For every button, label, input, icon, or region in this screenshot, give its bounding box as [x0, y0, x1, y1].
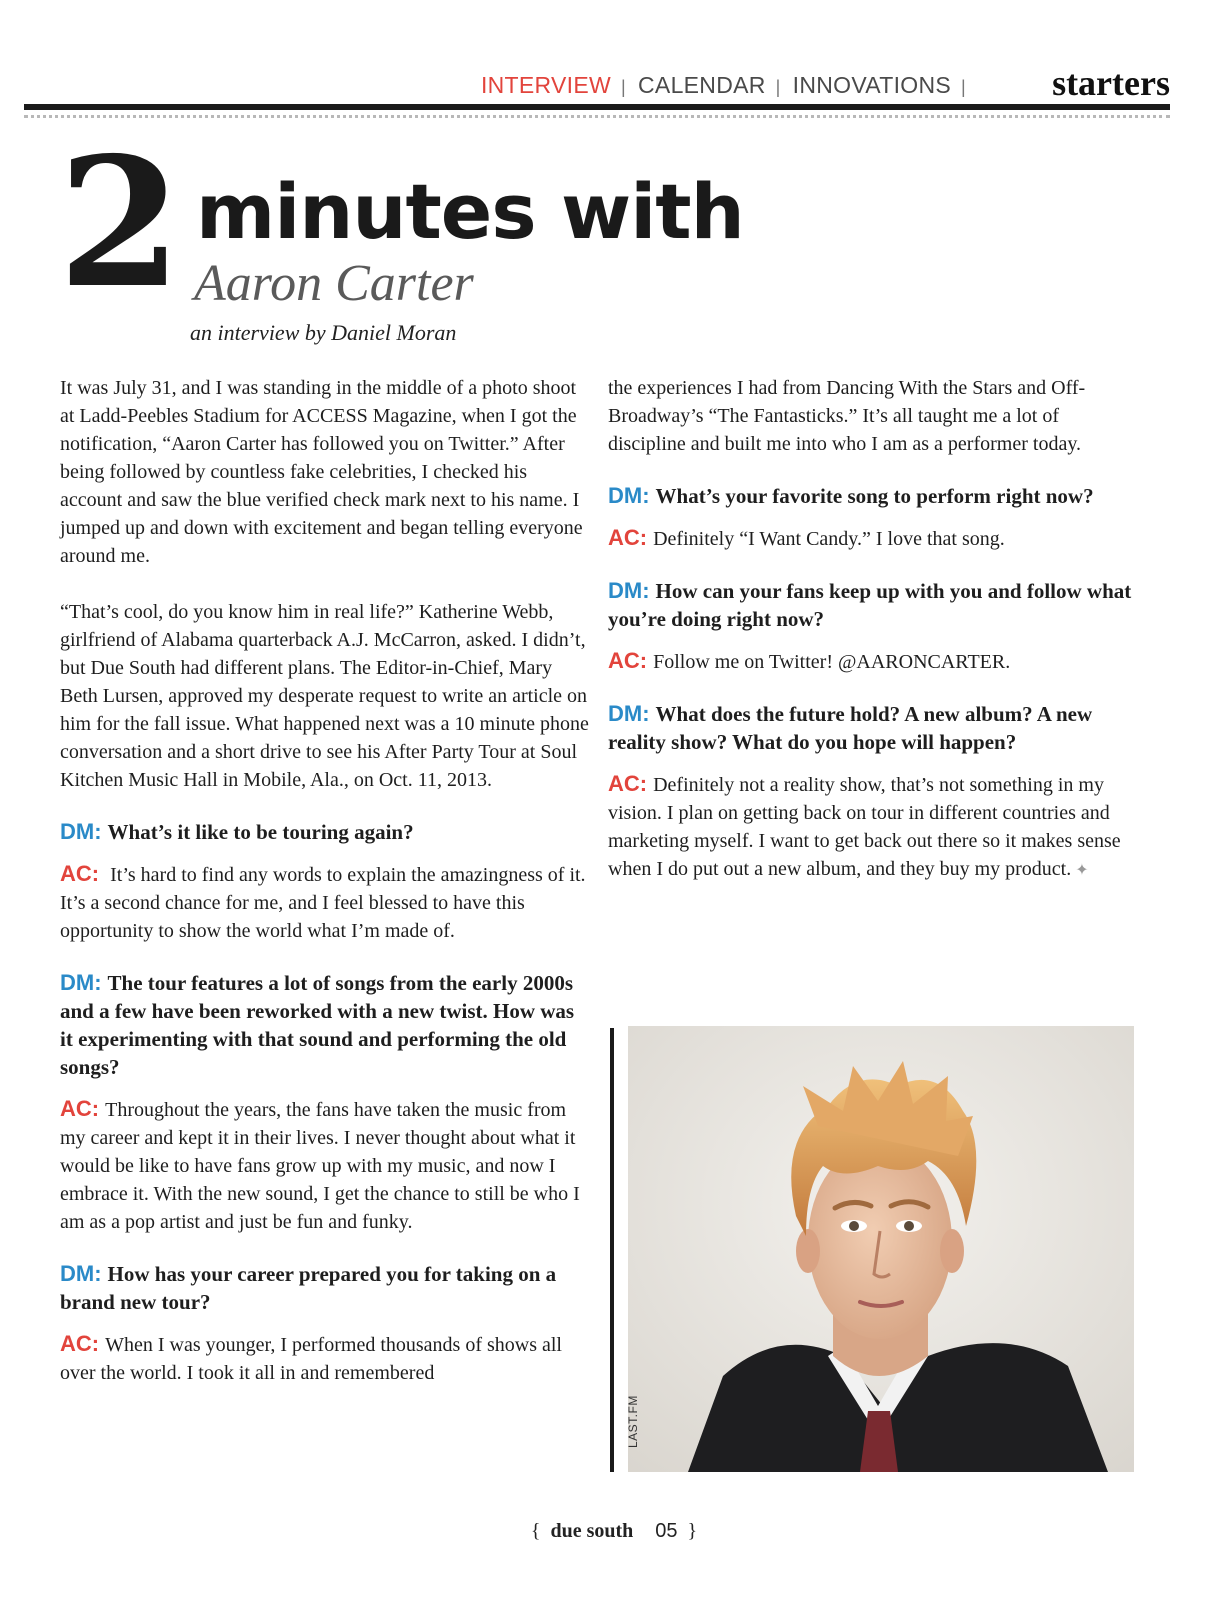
- publication-name: due south: [550, 1520, 634, 1542]
- speaker-dm: DM:: [608, 483, 650, 508]
- nav-separator: |: [961, 77, 966, 97]
- answer-text: When I was younger, I performed thousands of shows all over the world. I took it all in and remembered: [60, 1334, 562, 1384]
- question-text: What’s it like to be touring again?: [107, 820, 414, 844]
- answer: [60, 860, 590, 945]
- footer-brace-close: }: [687, 1520, 698, 1542]
- answer-text: Definitely “I Want Candy.” I love that song.: [653, 528, 1005, 550]
- portrait-photo: [628, 1026, 1134, 1472]
- answer: [608, 524, 1138, 553]
- headline-subject: Aaron Carter: [194, 255, 474, 312]
- answer-text: Definitely not a reality show, that’s not something in my vision. I plan on getting back on tour in different countries and marketing myself. I want to get back out there so it makes sense when I do put out a new album, and they buy my product.: [608, 774, 1121, 880]
- answer: [608, 770, 1138, 885]
- speaker-dm: DM:: [60, 970, 102, 995]
- question: [608, 577, 1138, 633]
- nav-separator: |: [775, 77, 781, 97]
- end-mark-icon: ✦: [1075, 862, 1089, 879]
- question-text: The tour features a lot of songs from the early 2000s and a few have been reworked with a new twist. How was it experimenting with that sound and performing the old songs?: [60, 971, 575, 1079]
- footer-brace-open: {: [530, 1520, 541, 1542]
- page-footer: [0, 1520, 1228, 1543]
- intro-paragraph: It was July 31, and I was standing in the middle of a photo shoot at Ladd-Peebles Stadium for ACCESS Magazine, when I got the notification, “Aaron Carter has followed you on Twitter.” After being followed by countless fake celebrities, I checked his account and saw the blue verified check mark next to his name. I jumped up and down with excitement and began telling everyone around me.: [60, 377, 583, 567]
- answer: [608, 647, 1138, 676]
- header-rule: [24, 104, 1170, 110]
- answer: [60, 1330, 590, 1387]
- byline: an interview by Daniel Moran: [190, 320, 457, 345]
- intro-paragraph: “That’s cool, do you know him in real life?” Katherine Webb, girlfriend of Alabama quarterback A.J. McCarron, asked. I didn’t, but Due South had different plans. The Editor-in-Chief, Mary Beth Lursen, approved my desperate request to write an article on him for the fall issue. What happened next was a 10 minute phone conversation and a short drive to see his After Party Tour at Soul Kitchen Music Hall in Mobile, Ala., on Oct. 11, 2013.: [60, 601, 589, 791]
- portrait-illustration: [628, 1026, 1134, 1472]
- nav-calendar[interactable]: CALENDAR: [638, 72, 766, 98]
- section-nav: [481, 72, 978, 99]
- headline-title: minutes with: [196, 167, 744, 256]
- headline-number: 2: [58, 118, 178, 327]
- speaker-dm: DM:: [608, 701, 650, 726]
- speaker-dm: DM:: [608, 578, 650, 603]
- question: [608, 482, 1138, 510]
- top-navigation: [0, 63, 1228, 106]
- article-column-right: [608, 374, 1138, 909]
- speaker-ac: AC:: [60, 1331, 100, 1356]
- question: [60, 969, 590, 1081]
- question-text: How can your fans keep up with you and follow what you’re doing right now?: [608, 579, 1132, 631]
- question-text: What’s your favorite song to perform right now?: [655, 484, 1094, 508]
- nav-innovations[interactable]: INNOVATIONS: [792, 72, 952, 98]
- question: [60, 818, 590, 846]
- question-text: What does the future hold? A new album? A new reality show? What do you hope will happen?: [608, 702, 1093, 754]
- answer-text: It’s hard to find any words to explain the amazingness of it. It’s a second chance for me, and I feel blessed to have this opportunity to show the world what I’m made of.: [60, 864, 586, 942]
- question-text: How has your career prepared you for taking on a brand new tour?: [60, 1262, 557, 1314]
- header-dotted-rule: [24, 115, 1170, 118]
- answer: [60, 1095, 590, 1236]
- speaker-ac: AC:: [608, 648, 648, 673]
- speaker-dm: DM:: [60, 819, 102, 844]
- speaker-ac: AC:: [608, 525, 648, 550]
- question: [60, 1260, 590, 1316]
- photo-accent-bar: [610, 1028, 614, 1472]
- headline: [58, 118, 958, 327]
- answer-text: Throughout the years, the fans have taken the music from my career and kept it in their lives. I never thought about what it would be like to have fans grow up with my music, and now I embrace it. With the new sound, I get the chance to still be who I am as a pop artist and just be fun and funky.: [60, 1099, 580, 1233]
- speaker-ac: AC:: [60, 1096, 100, 1121]
- photo-credit: LAST.FM: [626, 1395, 640, 1448]
- speaker-dm: DM:: [60, 1261, 102, 1286]
- section-label: starters: [1052, 63, 1170, 103]
- nav-interview[interactable]: INTERVIEW: [480, 72, 612, 98]
- article-column-left: [60, 374, 590, 1387]
- nav-separator: |: [621, 77, 627, 97]
- page-number: 05: [655, 1520, 678, 1542]
- question: [608, 700, 1138, 756]
- answer-text: Follow me on Twitter! @AARONCARTER.: [653, 651, 1011, 673]
- speaker-ac: AC:: [608, 771, 648, 796]
- answer-continued: the experiences I had from Dancing With the Stars and Off-Broadway’s “The Fantasticks.” It’s all taught me a lot of discipline and built me into who I am as a performer today.: [608, 377, 1086, 455]
- speaker-ac: AC:: [60, 861, 100, 886]
